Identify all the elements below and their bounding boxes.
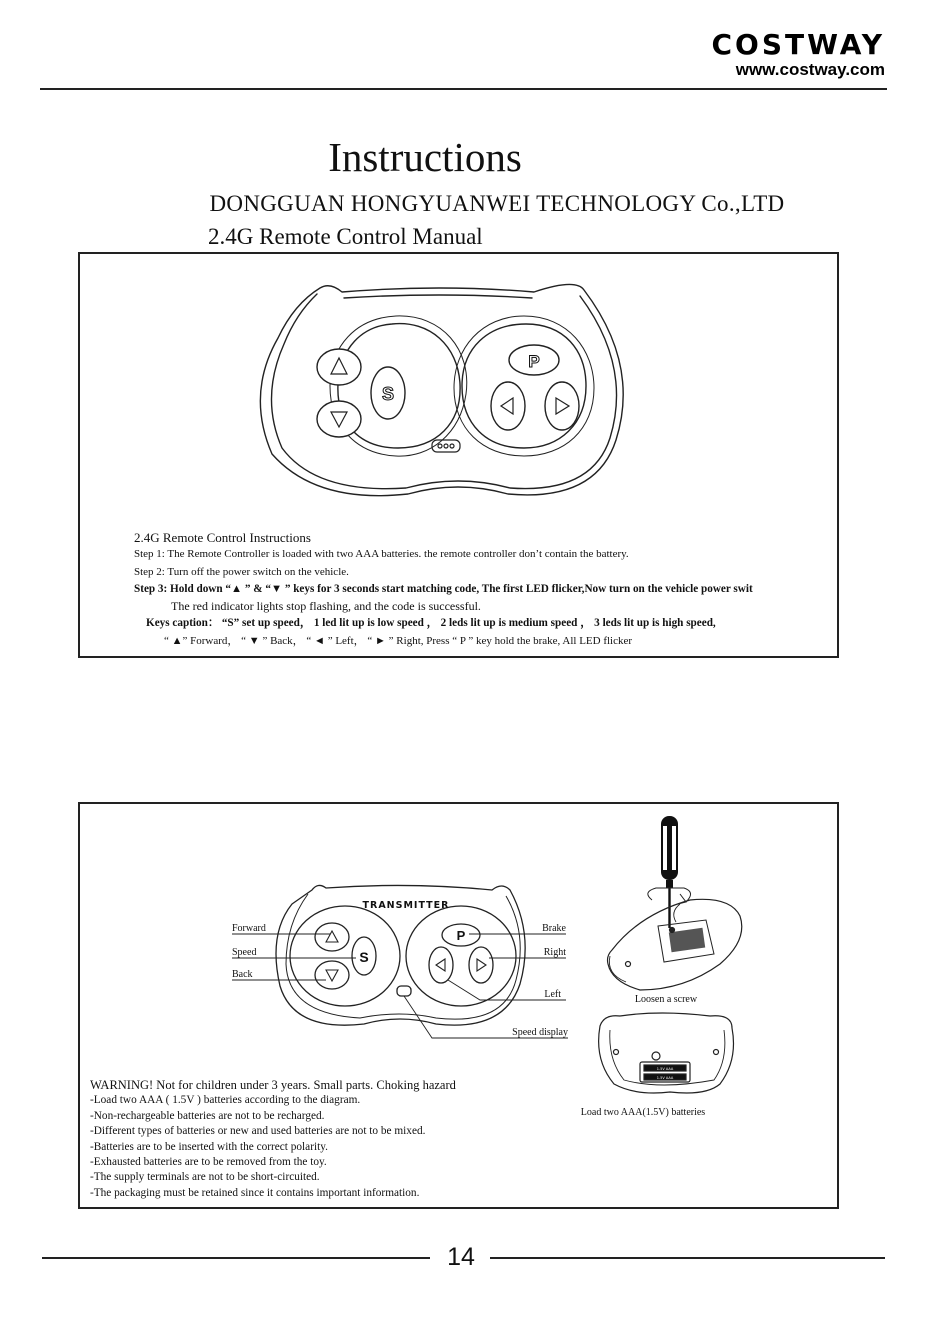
callout-right: Right: [543, 947, 566, 958]
battery-compartment-illustration: [599, 1013, 734, 1093]
instructions-key-directions: “ ▲” Forward， “ ▼ ” Back， “ ◄ ” Left， “ ► ” Right, Press “ P ” key hold the brake, All LED flicker: [164, 634, 633, 647]
transmitter-p-button: P: [456, 928, 466, 943]
instructions-keys-caption: Keys caption： “S” set up speed， 1 led lit up is low speed ， 2 leds lit up is medium speed ， 3 leds lit up is high speed,: [146, 617, 716, 630]
remote-p-button: P: [528, 352, 540, 371]
callout-speed-display: Speed display: [512, 1027, 568, 1038]
company-name: DONGGUAN HONGYUANWEI TECHNOLOGY Co.,LTD: [209, 191, 785, 216]
instructions-step-3-continued: The red indicator lights stop flashing, and the code is successful.: [171, 599, 481, 614]
header-divider: [40, 88, 887, 90]
manual-title: 2.4G Remote Control Manual: [208, 224, 483, 249]
transmitter-s-button: S: [359, 949, 369, 965]
remote-back-illustration: [608, 899, 742, 990]
warning-line: WARNING! Not for children under 3 years. Small parts. Choking hazard: [90, 1078, 456, 1092]
brand-header: [711, 30, 885, 80]
callout-brake: Brake: [542, 923, 566, 934]
instructions-step-3: Step 3: Hold down “▲ ” & “▼ ” keys for 3 seconds start matching code, The first LED flicker,Now turn on the vehicle power swit: [134, 582, 753, 595]
loosen-screw-caption: Loosen a screw: [634, 994, 698, 1005]
warning-line: -Exhausted batteries are to be removed from the toy.: [90, 1156, 327, 1169]
warning-line: -Different types of batteries or new and used batteries are not to be mixed.: [90, 1125, 426, 1138]
instructions-step-2: Step 2: Turn off the power switch on the vehicle.: [134, 565, 349, 578]
warning-line: -Batteries are to be inserted with the correct polarity.: [90, 1140, 328, 1153]
brand-logo: COSTWAY: [711, 28, 885, 61]
screwdriver-icon: [648, 816, 691, 928]
page-title: Instructions: [328, 134, 522, 180]
warning-line: -Load two AAA ( 1.5V ) batteries according to the diagram.: [90, 1094, 361, 1107]
warning-line: -The packaging must be retained since it contains important information.: [90, 1186, 420, 1199]
instructions-heading: 2.4G Remote Control Instructions: [134, 530, 311, 545]
instructions-step-1: Step 1: The Remote Controller is loaded with two AAA batteries. the remote controller don’t contain the battery.: [134, 548, 629, 561]
transmitter-label: TRANSMITTER: [362, 900, 450, 911]
warnings-list: [90, 1078, 510, 1201]
footer-divider-left: [42, 1257, 430, 1259]
battery-cell-label-top: 1.5V AAA: [656, 1067, 674, 1071]
battery-cell-label-bottom: 1.5V AAA: [656, 1076, 674, 1080]
page-number: 14: [447, 1243, 475, 1271]
callout-speed: Speed: [232, 947, 257, 958]
callout-left: Left: [544, 989, 561, 1000]
callout-back: Back: [232, 969, 253, 980]
footer-divider-right: [490, 1257, 885, 1259]
instructions-text: [134, 529, 834, 650]
warning-line: -Non-rechargeable batteries are not to be recharged.: [90, 1109, 325, 1122]
brand-url: www.costway.com: [735, 60, 885, 79]
load-batteries-caption: Load two AAA(1.5V) batteries: [580, 1107, 706, 1118]
remote-s-button: S: [381, 384, 395, 404]
warning-line: -The supply terminals are not to be short-circuited.: [90, 1171, 320, 1184]
callout-forward: Forward: [232, 923, 266, 934]
instructions-panel: [78, 252, 839, 658]
battery-panel: [78, 802, 839, 1209]
